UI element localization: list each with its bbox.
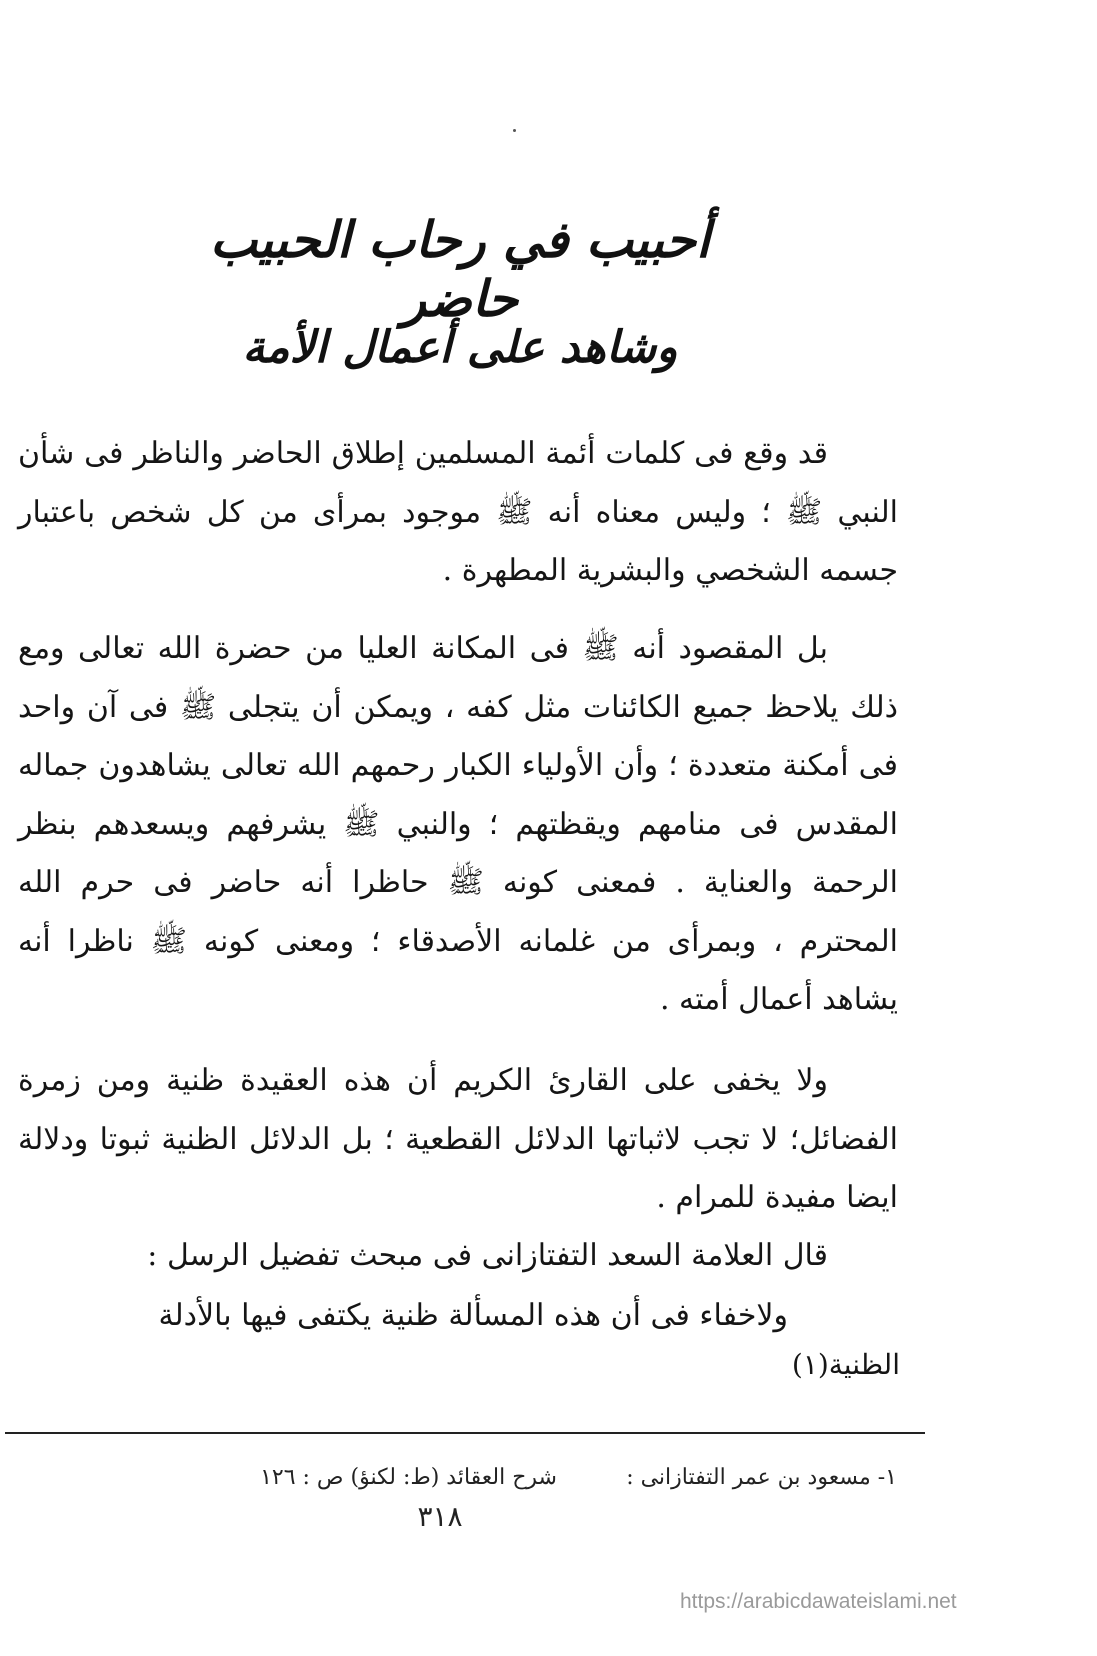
- footnote-reference: شرح العقائد (ط: لكنؤ) ص : ١٢٦: [260, 1465, 557, 1490]
- page-number: ٣١٨: [417, 1500, 463, 1533]
- chapter-title-line-1: أحبيب في رحاب الحبيب حاضر: [210, 210, 710, 328]
- footnote-divider: [5, 1432, 925, 1434]
- footnote-author: ١- مسعود بن عمر التفتازانى :: [626, 1465, 897, 1490]
- paragraph-4-quote-intro: قال العلامة السعد التفتازانى فى مبحث تفضيل الرسل :: [147, 1238, 828, 1273]
- paragraph-1: قد وقع فى كلمات أئمة المسلمين إطلاق الحاضر والناظر فى شأن النبي ﷺ ؛ وليس معناه أنه ﷺ موجود بمرأى من كل شخص باعتبار جسمه الشخصي والبشرية المطهرة .: [18, 436, 898, 588]
- paragraph-5-quote: ولاخفاء فى أن هذه المسألة ظنية يكتفى فيها بالأدلة: [158, 1298, 788, 1333]
- watermark-url: https://arabicdawateislami.net: [680, 1590, 957, 1613]
- chapter-title-line-2: وشاهد على أعمال الأمة: [242, 322, 678, 373]
- paragraph-3: ولا يخفى على القارئ الكريم أن هذه العقيدة ظنية ومن زمرة الفضائل؛ لا تجب لاثباتها الدلائل القطعية ؛ بل الدلائل الظنية ثبوتا ودلالة ايضا مفيدة للمرام .: [18, 1063, 898, 1215]
- paragraph-2: بل المقصود أنه ﷺ فى المكانة العليا من حضرة الله تعالى ومع ذلك يلاحظ جميع الكائنات مثل كفه ، ويمكن أن يتجلى ﷺ فى آن واحد فى أمكنة متعددة ؛ وأن الأولياء الكبار رحمهم الله تعالى يشاهدون جماله المقدس فى منامهم ويقظتهم ؛ والنبي ﷺ يشرفهم ويسعدهم بنظر الرحمة والعناية . فمعنى كونه ﷺ حاظرا أنه حاضر فى حرم الله المحترم ، وبمرأى من غلمانه الأصدقاء ؛ ومعنى كونه ﷺ ناظرا أنه يشاهد أعمال أمته .: [18, 631, 898, 1017]
- paragraph-6-quote-end: الظنية(١): [791, 1348, 900, 1381]
- scan-speck: [513, 129, 516, 132]
